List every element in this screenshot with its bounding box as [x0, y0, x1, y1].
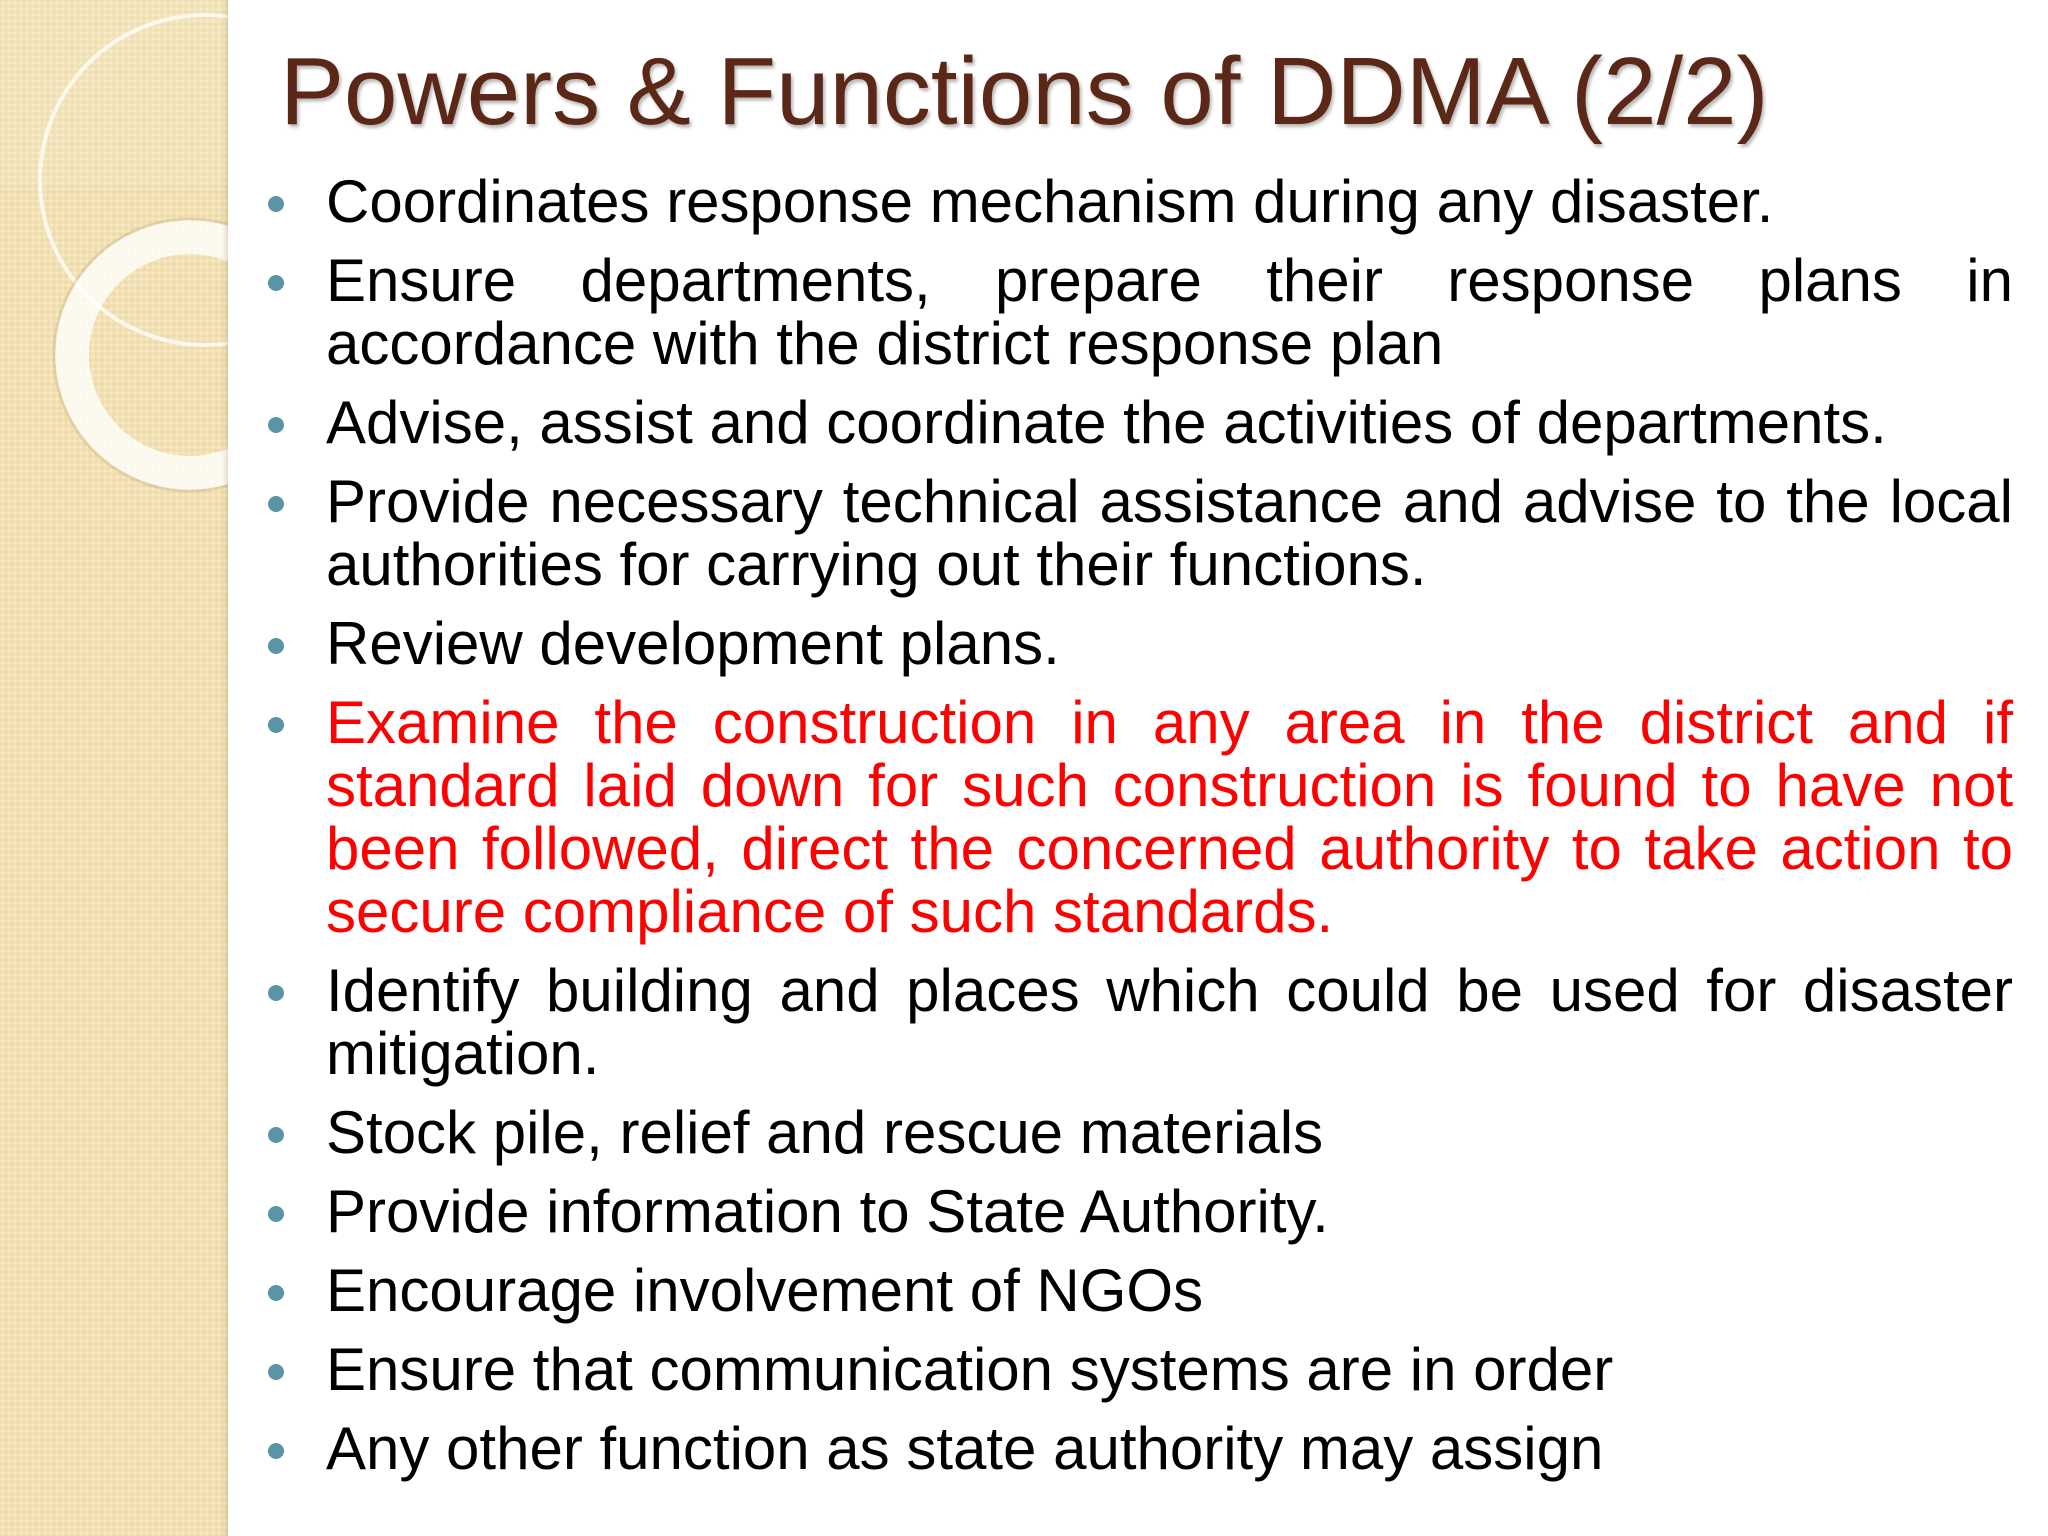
bullet-point-icon [268, 638, 284, 654]
bullet-point-icon [268, 717, 284, 733]
bullet-item [268, 1338, 2013, 1401]
bullet-item [268, 249, 2013, 375]
bullet-text: Examine the construction in any area in the district and if standard laid down for such construction is found to have not been followed, direct the concerned authority to take action to secure compliance of such standards. [326, 689, 2013, 945]
bullet-text: Encourage involvement of NGOs [326, 1257, 1204, 1324]
bullet-item [268, 1259, 2013, 1322]
bullet-text: Provide necessary technical assistance and advise to the local authorities for carrying out their functions. [326, 468, 2013, 598]
bullet-item [268, 1417, 2013, 1480]
bullet-item [268, 391, 2013, 454]
bullet-item [268, 470, 2013, 596]
side-band-shadow [222, 0, 228, 1536]
bullet-text: Any other function as state authority may assign [326, 1415, 1604, 1482]
bullet-point-icon [268, 1364, 284, 1380]
bullet-point-icon [268, 1206, 284, 1222]
bullet-text: Ensure that communication systems are in order [326, 1336, 1614, 1403]
bullet-text: Identify building and places which could be used for disaster mitigation. [326, 957, 2013, 1087]
bullet-item [268, 959, 2013, 1085]
decorative-swirl-graphic [0, 0, 228, 520]
bullet-point-icon [268, 196, 284, 212]
bullet-item [268, 612, 2013, 675]
bullet-item [268, 170, 2013, 233]
bullet-text: Ensure departments, prepare their response plans in accordance with the district response plan [326, 247, 2013, 377]
bullet-point-icon [268, 1443, 284, 1459]
bullet-point-icon [268, 985, 284, 1001]
bullet-text: Review development plans. [326, 610, 1060, 677]
bullet-text: Coordinates response mechanism during any disaster. [326, 168, 1774, 235]
bullet-point-icon [268, 496, 284, 512]
slide-title: Powers & Functions of DDMA (2/2) [280, 38, 1769, 145]
bullet-list [268, 170, 2013, 1496]
bullet-point-icon [268, 417, 284, 433]
bullet-text: Advise, assist and coordinate the activities of departments. [326, 389, 1887, 456]
bullet-point-icon [268, 1285, 284, 1301]
bullet-item [268, 1180, 2013, 1243]
bullet-text: Provide information to State Authority. [326, 1178, 1329, 1245]
decorative-side-band [0, 0, 228, 1536]
bullet-item-highlighted [268, 691, 2013, 943]
bullet-point-icon [268, 1127, 284, 1143]
bullet-text: Stock pile, relief and rescue materials [326, 1099, 1324, 1166]
bullet-point-icon [268, 275, 284, 291]
bullet-item [268, 1101, 2013, 1164]
